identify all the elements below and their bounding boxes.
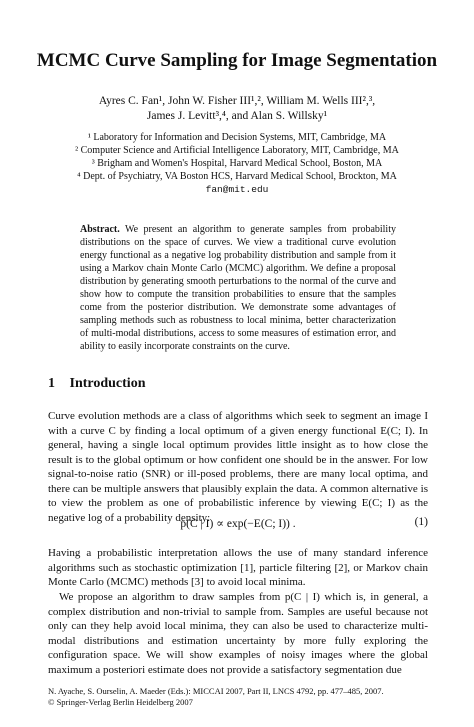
equation: p(C | I) ∝ exp(−E(C; I)) . <box>180 518 296 530</box>
author-list <box>0 94 474 124</box>
intro-paragraph: Curve evolution methods are a class of algorithms which seek to segment an image I with a curve C by finding a local optimum of a given energy functional E(C; I). In general, having a single local optimum provides little insight as to how close the result is to the global optimum or how confident one should be in the answer. For low signal-to-noise ratio (SNR) or ill-posed problems, there are many local optima, and there can be multiple answers that plausibly explain the data. A common alternative is to view the problem as one of probabilistic inference by viewing E(C; I) as the negative log of a probability density: <box>48 410 428 524</box>
section-number: 1 <box>48 376 55 391</box>
intro-paragraph: We propose an algorithm to draw samples from p(C | I) which is, in general, a complex distribution and non-trivial to sample from. Samples are useful because not only can they help avoid local minima, they can also be used to characterize multi-modal distributions and estimation uncertainty by more fully exploring the configuration space. We will show examples of noisy images where the global maximum a posteriori estimate does not provide a satisfactory segmentation due <box>48 591 428 676</box>
affiliation-line: ⁴ Dept. of Psychiatry, VA Boston HCS, Harvard Medical School, Brockton, MA <box>77 171 397 182</box>
intro-paragraph: Having a probabilistic interpretation allows the use of many standard inference algorithms such as stochastic optimization [1], particle filtering [2], or Markov chain Monte Carlo (MCMC) methods [3] to avoid local minima. <box>48 547 428 588</box>
author-line: James J. Levitt³,⁴, and Alan S. Willsky¹ <box>146 110 328 122</box>
author-email: fan@mit.edu <box>205 184 269 195</box>
equation-block <box>48 516 428 532</box>
section-title: Introduction <box>69 376 146 391</box>
affiliation-list <box>0 131 474 196</box>
equation-number: (1) <box>414 516 428 528</box>
abstract-label: Abstract. <box>80 224 120 235</box>
abstract <box>80 223 396 353</box>
section-heading <box>48 376 145 392</box>
affiliation-line: ¹ Laboratory for Information and Decision Systems, MIT, Cambridge, MA <box>87 132 387 143</box>
paper-title: MCMC Curve Sampling for Image Segmentation <box>36 50 438 71</box>
affiliation-line: ² Computer Science and Artificial Intelligence Laboratory, MIT, Cambridge, MA <box>75 145 399 156</box>
author-line: Ayres C. Fan¹, John W. Fisher III¹,², William M. Wells III²,³, <box>98 95 376 107</box>
footer-copyright: © Springer-Verlag Berlin Heidelberg 2007 <box>48 697 193 707</box>
affiliation-line: ³ Brigham and Women's Hospital, Harvard Medical School, Boston, MA <box>91 158 383 169</box>
footer-citation: N. Ayache, S. Ourselin, A. Maeder (Eds.): MICCAI 2007, Part II, LNCS 4792, pp. 477–485, 2007. <box>48 686 384 696</box>
publication-footer <box>48 686 438 708</box>
abstract-text: We present an algorithm to generate samples from probability distributions on the space of curves. We view a traditional curve evolution energy functional as a negative log probability distribution and sample from it using a Markov chain Monte Carlo (MCMC) algorithm. We define a proposal distribution by generating smooth perturbations to the normal of the curve and show how to compute the transition probabilities to ensure that the samples come from the posterior distribution. We demonstrate some advantages of sampling methods such as robustness to local minima, better characterization of multi-modal distributions, access to some measures of estimation error, and ability to easily incorporate constraints on the curve. <box>80 224 396 352</box>
